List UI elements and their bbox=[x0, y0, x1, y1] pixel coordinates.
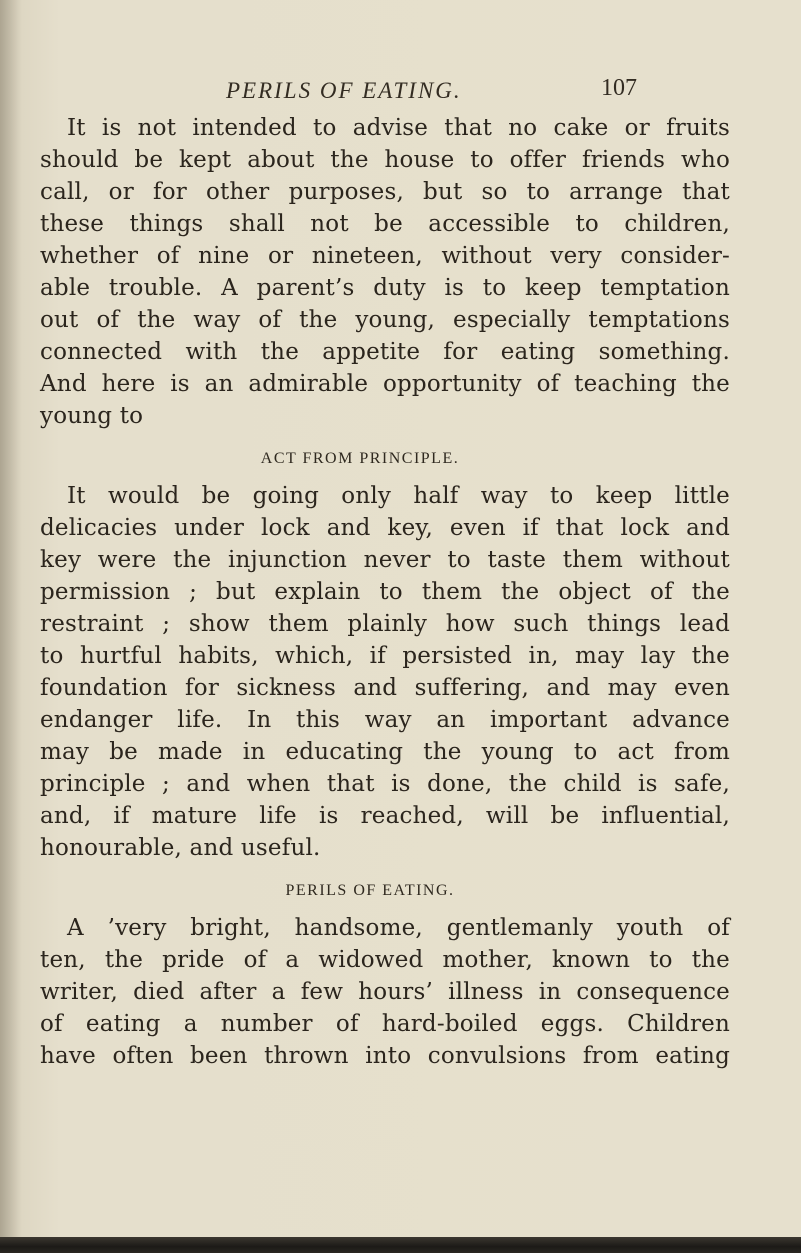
page-number: 107 bbox=[601, 75, 637, 101]
text-line: and, if mature life is reached, will be influential, bbox=[40, 803, 730, 829]
text-line: It is not intended to advise that no cake or fruits bbox=[67, 115, 730, 141]
text-line: A ’very bright, handsome, gentlemanly youth of bbox=[67, 915, 730, 941]
text-line: should be kept about the house to offer friends who bbox=[40, 147, 730, 173]
text-line: foundation for sickness and suffering, and may even bbox=[40, 675, 730, 701]
page-bottom-edge bbox=[0, 1237, 801, 1253]
text-line: to hurtful habits, which, if persisted in, may lay the bbox=[40, 643, 730, 669]
text-line: may be made in educating the young to act from bbox=[40, 739, 730, 765]
text-line: call, or for other purposes, but so to arrange that bbox=[40, 179, 730, 205]
text-line: delicacies under lock and key, even if that lock and bbox=[40, 515, 730, 541]
text-line: It would be going only half way to keep little bbox=[67, 483, 730, 509]
text-line: of eating a number of hard-boiled eggs. Children bbox=[40, 1011, 730, 1037]
text-line: endanger life. In this way an important advance bbox=[40, 707, 730, 733]
running-head: PERILS OF EATING. bbox=[226, 78, 462, 103]
text-line: these things shall not be accessible to children, bbox=[40, 211, 730, 237]
text-line: have often been thrown into convulsions from eating bbox=[40, 1043, 730, 1069]
paragraph-3 bbox=[40, 912, 730, 1072]
text-line: restraint ; show them plainly how such things lead bbox=[40, 611, 730, 637]
text-line: able trouble. A parent’s duty is to keep temptation bbox=[40, 275, 730, 301]
body-text bbox=[40, 112, 730, 1072]
gutter-shadow bbox=[0, 0, 22, 1253]
text-line: principle ; and when that is done, the child is safe, bbox=[40, 771, 730, 797]
paragraph-1 bbox=[40, 112, 730, 432]
text-line: ten, the pride of a widowed mother, known to the bbox=[40, 947, 730, 973]
text-line: out of the way of the young, especially temptations bbox=[40, 307, 730, 333]
text-line: And here is an admirable opportunity of teaching the bbox=[40, 371, 730, 397]
paragraph-2 bbox=[40, 480, 730, 864]
text-line: whether of nine or nineteen, without very consider- bbox=[40, 243, 730, 269]
text-line: permission ; but explain to them the object of the bbox=[40, 579, 730, 605]
text-line: young to bbox=[40, 403, 144, 429]
section-heading-act-from-principle: ACT FROM PRINCIPLE. bbox=[260, 450, 460, 467]
text-line: connected with the appetite for eating something. bbox=[40, 339, 730, 365]
text-line: writer, died after a few hours’ illness in consequence bbox=[40, 979, 730, 1005]
text-line: key were the injunction never to taste them without bbox=[40, 547, 730, 573]
text-line: honourable, and useful. bbox=[40, 835, 321, 861]
section-heading-perils-of-eating: PERILS OF EATING. bbox=[285, 882, 455, 899]
